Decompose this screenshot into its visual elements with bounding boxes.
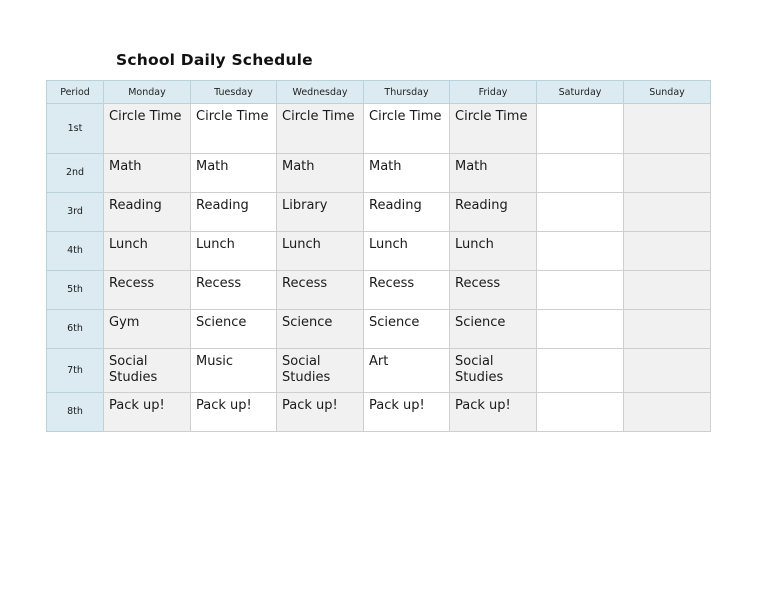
header-row — [47, 81, 711, 104]
schedule-cell[interactable]: Pack up! — [450, 393, 537, 432]
schedule-cell[interactable]: Recess — [450, 271, 537, 310]
table-row — [47, 193, 711, 232]
period-cell: 3rd — [47, 193, 104, 232]
schedule-cell[interactable]: Pack up! — [191, 393, 277, 432]
schedule-cell[interactable]: Pack up! — [364, 393, 450, 432]
period-cell: 7th — [47, 349, 104, 393]
schedule-cell[interactable]: Recess — [104, 271, 191, 310]
schedule-cell[interactable] — [537, 393, 624, 432]
schedule-cell[interactable]: Reading — [450, 193, 537, 232]
schedule-cell[interactable]: Social Studies — [104, 349, 191, 393]
schedule-cell[interactable]: Reading — [104, 193, 191, 232]
schedule-cell[interactable]: Science — [364, 310, 450, 349]
schedule-cell[interactable] — [537, 232, 624, 271]
schedule-cell[interactable]: Recess — [277, 271, 364, 310]
column-header-saturday: Saturday — [537, 81, 624, 104]
schedule-cell[interactable]: Social Studies — [277, 349, 364, 393]
period-cell: 5th — [47, 271, 104, 310]
schedule-cell[interactable]: Science — [277, 310, 364, 349]
schedule-cell[interactable]: Recess — [364, 271, 450, 310]
schedule-cell[interactable]: Pack up! — [104, 393, 191, 432]
column-header-tuesday: Tuesday — [191, 81, 277, 104]
table-row — [47, 154, 711, 193]
schedule-cell[interactable]: Math — [104, 154, 191, 193]
schedule-cell[interactable]: Art — [364, 349, 450, 393]
schedule-cell[interactable]: Science — [450, 310, 537, 349]
schedule-cell[interactable] — [537, 154, 624, 193]
page-title: School Daily Schedule — [116, 51, 313, 69]
schedule-cell[interactable]: Math — [364, 154, 450, 193]
schedule-cell[interactable]: Music — [191, 349, 277, 393]
period-cell: 1st — [47, 104, 104, 154]
schedule-cell[interactable]: Lunch — [364, 232, 450, 271]
period-cell: 8th — [47, 393, 104, 432]
column-header-wednesday: Wednesday — [277, 81, 364, 104]
schedule-cell[interactable] — [624, 310, 711, 349]
schedule-table — [46, 80, 711, 432]
schedule-cell[interactable]: Reading — [191, 193, 277, 232]
schedule-cell[interactable]: Circle Time — [364, 104, 450, 154]
schedule-cell[interactable]: Library — [277, 193, 364, 232]
column-header-sunday: Sunday — [624, 81, 711, 104]
column-header-period: Period — [47, 81, 104, 104]
schedule-cell[interactable] — [624, 393, 711, 432]
schedule-cell[interactable]: Circle Time — [104, 104, 191, 154]
table-row — [47, 232, 711, 271]
schedule-cell[interactable] — [537, 271, 624, 310]
schedule-cell[interactable]: Recess — [191, 271, 277, 310]
schedule-cell[interactable]: Social Studies — [450, 349, 537, 393]
column-header-monday: Monday — [104, 81, 191, 104]
schedule-cell[interactable] — [624, 349, 711, 393]
schedule-cell[interactable] — [624, 271, 711, 310]
schedule-cell[interactable] — [624, 232, 711, 271]
table-row — [47, 271, 711, 310]
schedule-cell[interactable]: Science — [191, 310, 277, 349]
schedule-cell[interactable]: Circle Time — [191, 104, 277, 154]
schedule-cell[interactable] — [624, 193, 711, 232]
schedule-cell[interactable]: Pack up! — [277, 393, 364, 432]
schedule-cell[interactable] — [537, 310, 624, 349]
schedule-cell[interactable] — [537, 104, 624, 154]
schedule-cell[interactable] — [624, 154, 711, 193]
schedule-cell[interactable]: Lunch — [191, 232, 277, 271]
table-row — [47, 393, 711, 432]
schedule-cell[interactable]: Reading — [364, 193, 450, 232]
schedule-cell[interactable]: Math — [450, 154, 537, 193]
period-cell: 2nd — [47, 154, 104, 193]
schedule-cell[interactable] — [537, 349, 624, 393]
schedule-cell[interactable] — [624, 104, 711, 154]
schedule-cell[interactable]: Math — [277, 154, 364, 193]
column-header-friday: Friday — [450, 81, 537, 104]
schedule-cell[interactable]: Gym — [104, 310, 191, 349]
schedule-cell[interactable]: Lunch — [277, 232, 364, 271]
period-cell: 4th — [47, 232, 104, 271]
schedule-cell[interactable]: Lunch — [450, 232, 537, 271]
table-row — [47, 310, 711, 349]
table-row — [47, 349, 711, 393]
schedule-cell[interactable]: Lunch — [104, 232, 191, 271]
period-cell: 6th — [47, 310, 104, 349]
schedule-cell[interactable] — [537, 193, 624, 232]
column-header-thursday: Thursday — [364, 81, 450, 104]
schedule-cell[interactable]: Math — [191, 154, 277, 193]
schedule-cell[interactable]: Circle Time — [277, 104, 364, 154]
schedule-cell[interactable]: Circle Time — [450, 104, 537, 154]
table-row — [47, 104, 711, 154]
